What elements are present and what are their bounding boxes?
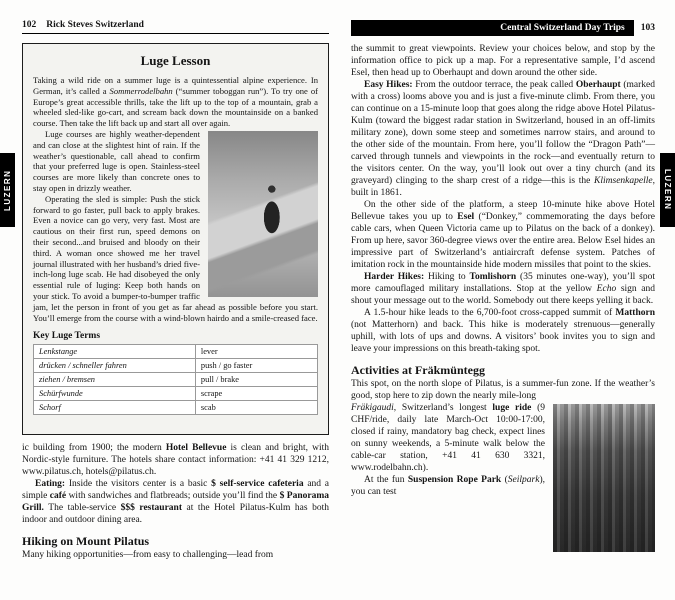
paragraph: On the other side of the platform, a steep 10-minute hike above Hotel Bellevue takes you up to Esel (“Donkey,” commemorating the days before cable cars, when Queen Victoria came up to Pilatus on the back of a donkey). From up here, savor 360-degree views over the entire area. Below Esel hides an impressive part of Switzerland’s antiaircraft defense system. Patches of imitation rock in the mountainside hide modern missiles that point to the skies. [351,200,655,270]
paragraph: This spot, on the north slope of Pilatus, is a summer-fun zone. If the weather’s good, stop here to zip down the nearly mile-long [351,379,655,401]
sidebar-text [33,75,318,323]
right-page-header [351,20,655,36]
table-row [34,345,318,359]
term-english: lever [195,345,317,359]
right-header-title: Central Switzerland Day Trips [351,20,634,36]
sidebar-title: Luge Lesson [140,53,211,68]
luge-rider-photo [208,131,318,297]
section-heading-fraekmuentegg: Activities at Fräkmüntegg [351,363,485,377]
sidebar-paragraph: Luge courses are highly weather-dependent and can close at the slightest hint of rain. If the weather’s questionable, call ahead to confirm that your preferred luge is open. Stainless-steel courses are more likely than concrete ones to stay open in drizzly weather. [33,128,200,193]
sidebar-paragraph: Operating the sled is simple: Push the stick forward to go faster, pull back to apply brakes. Even a novice can go very, very fast. Most are cautious on their first run, speed demons on their second...and bruised and bloody on their third. A woman once showed me her travel journal illustrated with her husband’s dried five-inch-long luge scab. He had disobeyed the only essential rule of luging: Keep both hands on your stick. To avoid a bumper-to-bumper traffic jam, let the person in front of you get as far ahead as possible before you start. You’ll emerge from the course with a wind-blown hairdo and a smile-creased face. [33,193,318,323]
right-page-body [351,43,655,498]
luge-terms-title: Key Luge Terms [33,331,101,342]
paragraph: Harder Hikes: Hiking to Tomlishorn (35 minutes one-way), you’ll spot more camouflaged military installations. Stop at the yellow Echo sign and shout your message out to the world. Somebody out there keeps yelling it back. [351,272,655,306]
paragraph: the summit to great viewpoints. Review your choices below, and stop by the information office to pick up a map. For a representative sample, I’d ascend Esel, then head up to Oberhaupt and down around the other side. [351,44,655,78]
paragraph: ic building from 1900; the modern Hotel Bellevue is clean and bright, with Nordic-style furniture. The hotels share contact information: +41 41 329 1212, www.pilatus.ch, hotels@pilatus.ch. [22,443,329,477]
paragraph: Easy Hikes: From the outdoor terrace, the peak called Oberhaupt (marked with a cross) looms above you and is just a five-minute climb. From there, you can continue on a 15-minute loop that goes along the ridge above Hotel Pilatus-Kulm (toward the biggest radar station in Switzerland, housed in an off-limits military zone), down some steep and sometimes narrow stairs, and around to the other side of the mountain. From here, you’ll follow the “Dragon Path”—carved through tunnels and viewpoints in the rock—and eventually return to the visitors center. On the way, you’ll look out over a tiny church (and its graveyard) clinging to the sharp crest of a ridge—this is the Klimsenkapelle, built in 1861. [351,80,655,198]
term-german: Schorf [34,401,196,415]
table-row [34,373,318,387]
table-row [34,359,318,373]
chapter-tab-luzern-right: LUZERN [660,153,675,227]
section-heading-hiking: Hiking on Mount Pilatus [22,534,150,548]
term-english: scrape [195,387,317,401]
left-page-body [22,442,329,561]
paragraph: Fräkigaudi, Switzerland’s longest luge ride (9 CHF/ride, daily late March-Oct 10:00-17:00, closed if rainy, mandatory bag check, expect lines on sunny weekends, a 5-minute walk below the cable-car station, +41 41 630 3321, www.rodelbahn.ch). [351,403,546,473]
luge-lesson-sidebar [22,43,329,435]
forest-photo-wrap [351,402,655,498]
table-row [34,401,318,415]
left-page [0,0,337,600]
term-german: ziehen / bremsen [34,373,196,387]
luge-terms-table [33,344,318,415]
forest-trees-photo [553,404,655,552]
left-page-header [22,20,329,34]
sidebar-paragraph: Taking a wild ride on a summer luge is a quintessential alpine experience. In German, it’s called a Sommerrodelbahn (“summer toboggan run”). To try one of Europe’s great accessible thrills, take the lift up to the top of a mountain, grab a wheeled sled-like go-cart, and scream back down the mountainside on a banked course. Then take the lift back up and start all over again. [33,75,318,129]
table-row [34,387,318,401]
term-german: Schürfwunde [34,387,196,401]
left-header-title: Rick Steves Switzerland [46,20,144,30]
term-english: push / go faster [195,359,317,373]
paragraph: A 1.5-hour hike leads to the 6,700-foot cross-capped summit of Matthorn (not Matterhorn) and back. This hike is moderately strenuous—generally uphill, with lots of ups and downs. A visitors’ book invites you to sign and leave your impressions on this breath-taking spot. [351,308,655,354]
term-german: drücken / schneller fahren [34,359,196,373]
term-english: scab [195,401,317,415]
right-page-number: 103 [640,23,655,33]
left-page-number: 102 [22,20,37,30]
right-page [337,0,675,600]
term-german: Lenkstange [34,345,196,359]
paragraph: At the fun Suspension Rope Park (Seilpark), you can test [351,475,545,497]
chapter-tab-luzern-left: LUZERN [0,153,15,227]
sidebar-photo-wrap [33,129,318,323]
paragraph: Many hiking opportunities—from easy to challenging—lead from [22,550,274,560]
term-english: pull / brake [195,373,317,387]
paragraph: Eating: Inside the visitors center is a basic $ self-service cafeteria and a simple café with sandwiches and flatbreads; outside you’ll find the $ Panorama Grill. The table-service $$$ restaurant at the Hotel Pilatus-Kulm has both indoor and outdoor dining area. [22,479,330,525]
